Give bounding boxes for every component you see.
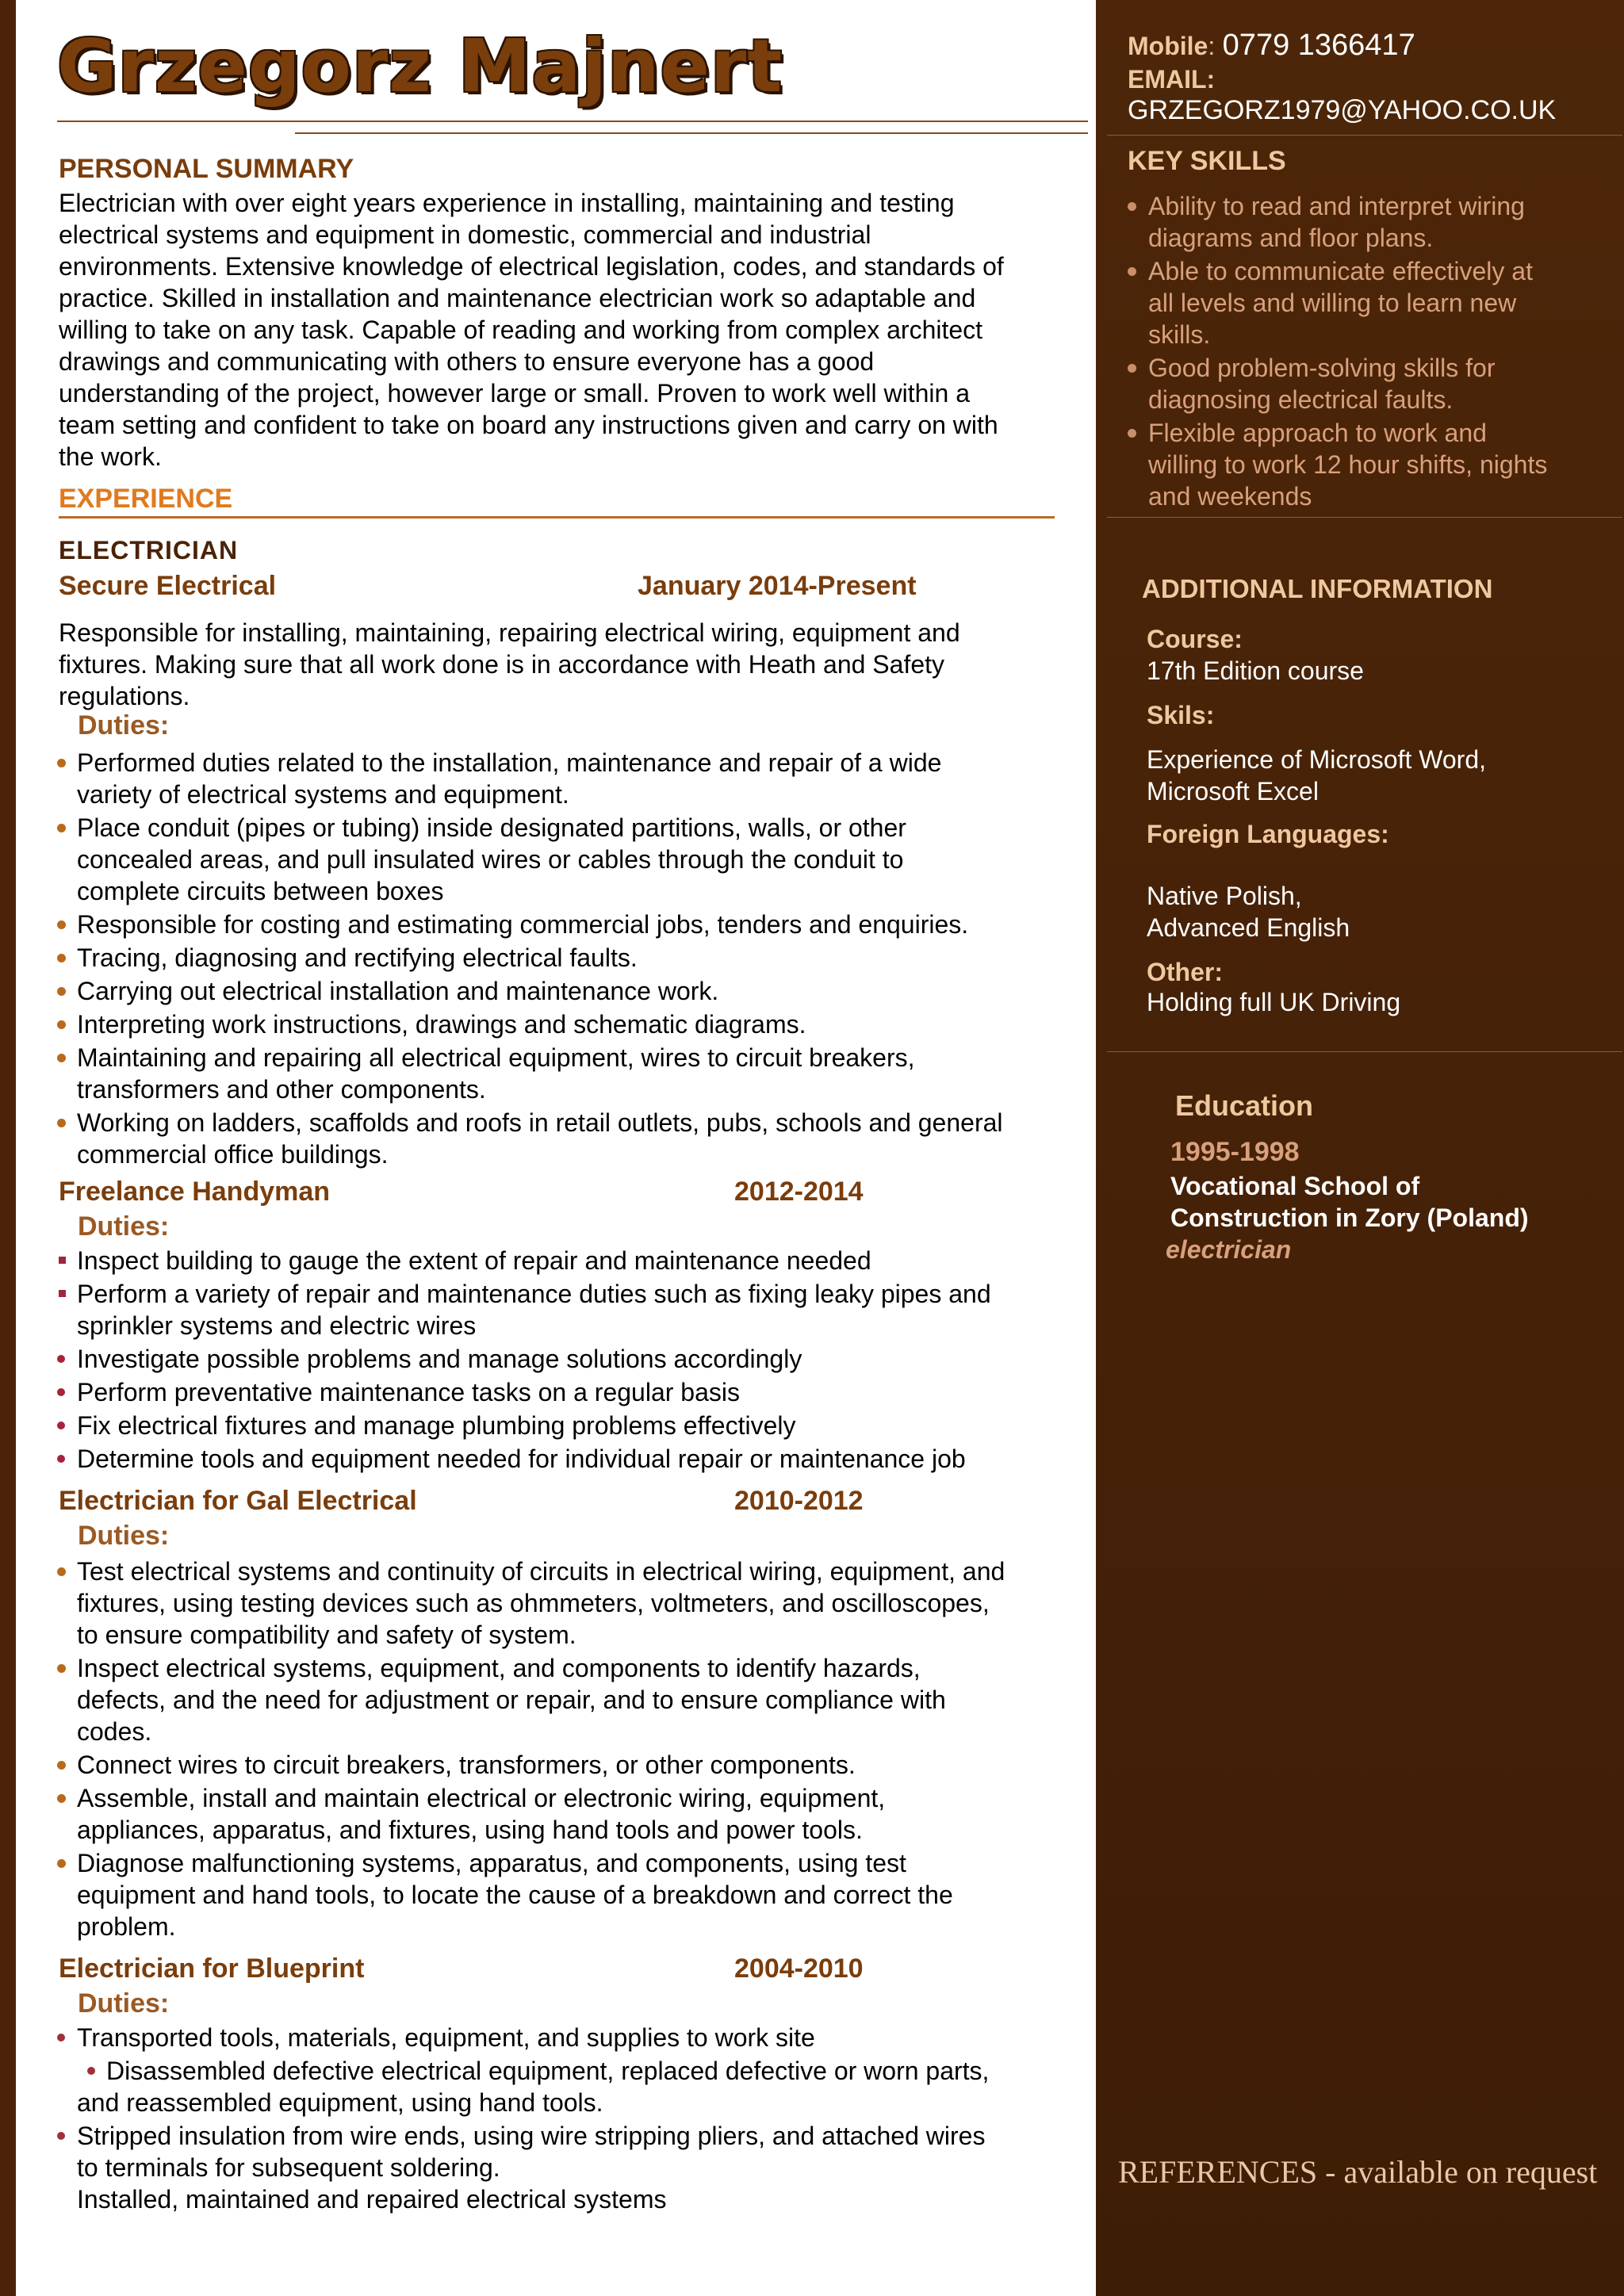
bullet-icon (57, 1054, 66, 1062)
duty-line: Investigate possible problems and manage solutions accordingly (77, 1345, 802, 1373)
bullet-icon (57, 920, 66, 929)
job-dates: 2004-2010 (734, 1954, 864, 1984)
key-skill-line: Able to communicate effectively at (1148, 257, 1533, 285)
bullet-icon (57, 1355, 65, 1363)
duty-line: Determine tools and equipment needed for individual repair or maintenance job (77, 1445, 966, 1473)
title-underline-2 (295, 132, 1088, 134)
key-skills-heading: KEY SKILLS (1128, 146, 1286, 176)
bullet-icon (57, 1567, 66, 1576)
summary-line: Electrician with over eight years experience in installing, maintaining and testing (59, 189, 955, 217)
duty-line: Connect wires to circuit breakers, transformers, or other components. (77, 1751, 856, 1779)
duties-label: Duties: (78, 710, 170, 740)
duty-line: appliances, apparatus, and fixtures, using hand tools and power tools. (77, 1816, 863, 1844)
job-title: Electrician for Gal Electrical (59, 1486, 417, 1516)
bullet-icon (57, 759, 66, 767)
duty-item (57, 1782, 1088, 1846)
bullet-icon (57, 2132, 65, 2140)
course-value: 17th Edition course (1147, 656, 1364, 685)
education-school (1170, 1170, 1529, 1234)
personal-summary-text (59, 187, 1090, 473)
duty-item (57, 1278, 1088, 1341)
duty-item (57, 909, 1088, 940)
bullet-icon (57, 824, 66, 832)
duties-label: Duties: (78, 1211, 170, 1242)
duty-line: Inspect building to gauge the extent of repair and maintenance needed (77, 1246, 871, 1275)
key-skill-line: Good problem-solving skills for (1148, 354, 1496, 382)
bullet-icon (57, 1664, 66, 1673)
key-skill-line: diagrams and floor plans. (1148, 224, 1434, 252)
duty-item (57, 1107, 1088, 1170)
skills-line: Experience of Microsoft Word, (1147, 745, 1487, 774)
duty-line: Responsible for costing and estimating commercial jobs, tenders and enquiries. (77, 910, 969, 939)
duties-list (57, 747, 1088, 1172)
title-underline (57, 121, 1088, 122)
duty-line: Installed, maintained and repaired electrical systems (77, 2185, 667, 2214)
job-intro (59, 617, 1082, 712)
email-label: EMAIL: (1128, 65, 1216, 94)
bullet-icon (87, 2067, 95, 2075)
duty-item (57, 1556, 1088, 1651)
duty-item (57, 1042, 1088, 1105)
key-skill-line: all levels and willing to learn new (1148, 289, 1517, 317)
key-skill-item (1128, 417, 1588, 512)
key-skill-line: Flexible approach to work and (1148, 419, 1487, 447)
duty-item (57, 2022, 1088, 2053)
summary-line: drawings and communicating with others to ensure everyone has a good (59, 347, 875, 376)
summary-line: team setting and confident to take on board any instructions given and carry on with (59, 411, 998, 439)
bullet-icon (57, 1119, 66, 1127)
duty-line: problem. (77, 1912, 176, 1941)
job-title: Freelance Handyman (59, 1177, 331, 1207)
left-edge-bar (0, 0, 16, 2296)
duty-item (57, 1245, 1088, 1276)
job-dates: 2012-2014 (734, 1177, 864, 1207)
bullet-icon (57, 1422, 65, 1429)
bullet-icon (57, 1020, 66, 1029)
job-title: Secure Electrical (59, 571, 277, 601)
duty-line: Perform a variety of repair and maintenance duties such as fixing leaky pipes and (77, 1280, 991, 1308)
bullet-icon (57, 1859, 66, 1868)
duties-list (57, 1245, 1088, 1476)
mobile-sep: : (1208, 32, 1216, 60)
main-column (57, 0, 1088, 2296)
bullet-icon (59, 1290, 66, 1297)
sidebar-divider-3 (1107, 1051, 1622, 1052)
skills-value (1147, 744, 1486, 807)
duties-list (57, 2022, 1088, 2217)
bullet-icon (1128, 202, 1136, 211)
email-value: GRZEGORZ1979@YAHOO.CO.UK (1128, 95, 1557, 125)
duty-line: equipment and hand tools, to locate the cause of a breakdown and correct the (77, 1881, 953, 1909)
duty-line: Fix electrical fixtures and manage plumbing problems effectively (77, 1411, 796, 1440)
duties-label: Duties: (78, 1521, 170, 1551)
bullet-icon (57, 2034, 65, 2042)
duty-item (57, 1749, 1088, 1781)
education-field: electrician (1166, 1235, 1292, 1264)
education-years: 1995-1998 (1170, 1137, 1300, 1167)
sidebar-divider-1 (1107, 135, 1622, 136)
education-heading: Education (1175, 1089, 1314, 1122)
duty-line: sprinkler systems and electric wires (77, 1311, 477, 1340)
duty-line: transformers and other components. (77, 1075, 486, 1104)
duty-line: complete circuits between boxes (77, 877, 444, 905)
bullet-icon (59, 1257, 66, 1264)
summary-line: understanding of the project, however large or small. Proven to work well within a (59, 379, 971, 408)
duty-line: defects, and the need for adjustment or repair, and to ensure compliance with (77, 1686, 946, 1714)
duty-item (57, 747, 1088, 810)
bullet-icon (1128, 267, 1136, 276)
duty-item (57, 1443, 1088, 1475)
course-label: Course: (1147, 625, 1243, 653)
duty-line: Maintaining and repairing all electrical equipment, wires to circuit breakers, (77, 1043, 915, 1072)
job-intro-line: regulations. (59, 682, 190, 710)
languages-label: Foreign Languages: (1147, 820, 1389, 848)
duty-line: Diagnose malfunctioning systems, apparatus, and components, using test (77, 1849, 906, 1877)
experience-heading: EXPERIENCE (59, 484, 233, 514)
job-intro-line: fixtures. Making sure that all work done is in accordance with Heath and Safety (59, 650, 945, 679)
experience-underline (59, 516, 1055, 519)
key-skill-line: skills. (1148, 320, 1211, 349)
duty-line: Interpreting work instructions, drawings and schematic diagrams. (77, 1010, 806, 1039)
references-note: REFERENCES - available on request (1118, 2154, 1598, 2190)
additional-info-heading: ADDITIONAL INFORMATION (1142, 574, 1493, 603)
duty-line: to ensure compatibility and safety of system. (77, 1621, 576, 1649)
duty-item (57, 1847, 1088, 1942)
duty-line: to terminals for subsequent soldering. (77, 2153, 500, 2182)
key-skills-list (1128, 190, 1588, 514)
duty-item (57, 975, 1088, 1007)
duty-item (57, 2120, 1088, 2215)
key-skill-line: diagnosing electrical faults. (1148, 385, 1454, 414)
summary-line: practice. Skilled in installation and maintenance electrician work so adaptable and (59, 284, 976, 312)
duty-line: Assemble, install and maintain electrical or electronic wiring, equipment, (77, 1784, 886, 1812)
duty-item (57, 1343, 1088, 1375)
summary-line: the work. (59, 442, 162, 471)
skills-label: Skils: (1147, 701, 1215, 729)
duty-line: Working on ladders, scaffolds and roofs in retail outlets, pubs, schools and general (77, 1108, 1003, 1137)
duty-line: commercial office buildings. (77, 1140, 389, 1169)
summary-line: electrical systems and equipment in domestic, commercial and industrial (59, 220, 871, 249)
duty-item (57, 942, 1088, 974)
duty-line: variety of electrical systems and equipment. (77, 780, 569, 809)
bullet-icon (57, 1388, 65, 1396)
duty-line: Inspect electrical systems, equipment, and components to identify hazards, (77, 1654, 921, 1682)
other-value: Holding full UK Driving (1147, 988, 1401, 1016)
duty-line: Stripped insulation from wire ends, using wire stripping pliers, and attached wires (77, 2122, 986, 2150)
duties-list (57, 1556, 1088, 1944)
duty-line: codes. (77, 1717, 152, 1746)
bullet-icon (57, 954, 66, 962)
mobile-line (1128, 29, 1415, 63)
sidebar (1093, 0, 1624, 2296)
summary-line: willing to take on any task. Capable of reading and working from complex architect (59, 316, 983, 344)
duty-item (57, 1652, 1088, 1747)
duty-item (57, 1410, 1088, 1441)
duty-line: Carrying out electrical installation and maintenance work. (77, 977, 719, 1005)
bullet-icon (1128, 429, 1136, 438)
personal-summary-heading: PERSONAL SUMMARY (59, 154, 354, 184)
duty-line: and reassembled equipment, using hand tools. (77, 2088, 603, 2117)
other-label: Other: (1147, 958, 1223, 986)
key-skill-item (1128, 255, 1588, 350)
job-intro-line: Responsible for installing, maintaining, repairing electrical wiring, equipment and (59, 618, 960, 647)
job-dates: January 2014-Present (638, 571, 917, 601)
languages-value (1147, 880, 1350, 943)
key-skill-item (1128, 190, 1588, 254)
duty-line: concealed areas, and pull insulated wires or cables through the conduit to (77, 845, 904, 874)
language-line: Advanced English (1147, 913, 1350, 942)
duty-item (57, 1008, 1088, 1040)
bullet-icon (57, 1761, 66, 1770)
key-skill-line: and weekends (1148, 482, 1312, 511)
role-heading: ELECTRICIAN (59, 536, 239, 564)
key-skill-line: willing to work 12 hour shifts, nights (1148, 450, 1548, 479)
key-skill-line: Ability to read and interpret wiring (1148, 192, 1525, 220)
school-line: Construction in Zory (Poland) (1170, 1203, 1529, 1232)
job-title: Electrician for Blueprint (59, 1954, 365, 1984)
bullet-icon (57, 987, 66, 996)
duty-line: Performed duties related to the installation, maintenance and repair of a wide (77, 748, 942, 777)
bullet-icon (57, 1455, 65, 1463)
duty-line: Tracing, diagnosing and rectifying electrical faults. (77, 943, 638, 972)
job-dates: 2010-2012 (734, 1486, 864, 1516)
duty-line: Disassembled defective electrical equipment, replaced defective or worn parts, (106, 2057, 990, 2085)
duty-line: Transported tools, materials, equipment, and supplies to work site (77, 2023, 815, 2052)
bullet-icon (1128, 364, 1136, 373)
summary-line: environments. Extensive knowledge of electrical legislation, codes, and standards of (59, 252, 1004, 281)
skills-line: Microsoft Excel (1147, 777, 1319, 806)
duty-item (57, 812, 1088, 907)
duties-label: Duties: (78, 1988, 170, 2019)
duty-line: Perform preventative maintenance tasks on a regular basis (77, 1378, 740, 1406)
mobile-label: Mobile (1128, 32, 1208, 60)
duty-line: Place conduit (pipes or tubing) inside designated partitions, walls, or other (77, 813, 906, 842)
duty-item (57, 2055, 1088, 2118)
language-line: Native Polish, (1147, 882, 1302, 910)
duty-line: Test electrical systems and continuity of circuits in electrical wiring, equipment, and (77, 1557, 1005, 1586)
school-line: Vocational School of (1170, 1172, 1420, 1200)
mobile-number: 0779 1366417 (1222, 29, 1415, 62)
key-skill-item (1128, 352, 1588, 415)
duty-line: fixtures, using testing devices such as ohmmeters, voltmeters, and oscilloscopes, (77, 1589, 990, 1617)
sidebar-divider-2 (1107, 517, 1622, 518)
duty-item (57, 1376, 1088, 1408)
candidate-name: Grzegorz Majnert (57, 24, 783, 109)
bullet-icon (57, 1794, 66, 1803)
